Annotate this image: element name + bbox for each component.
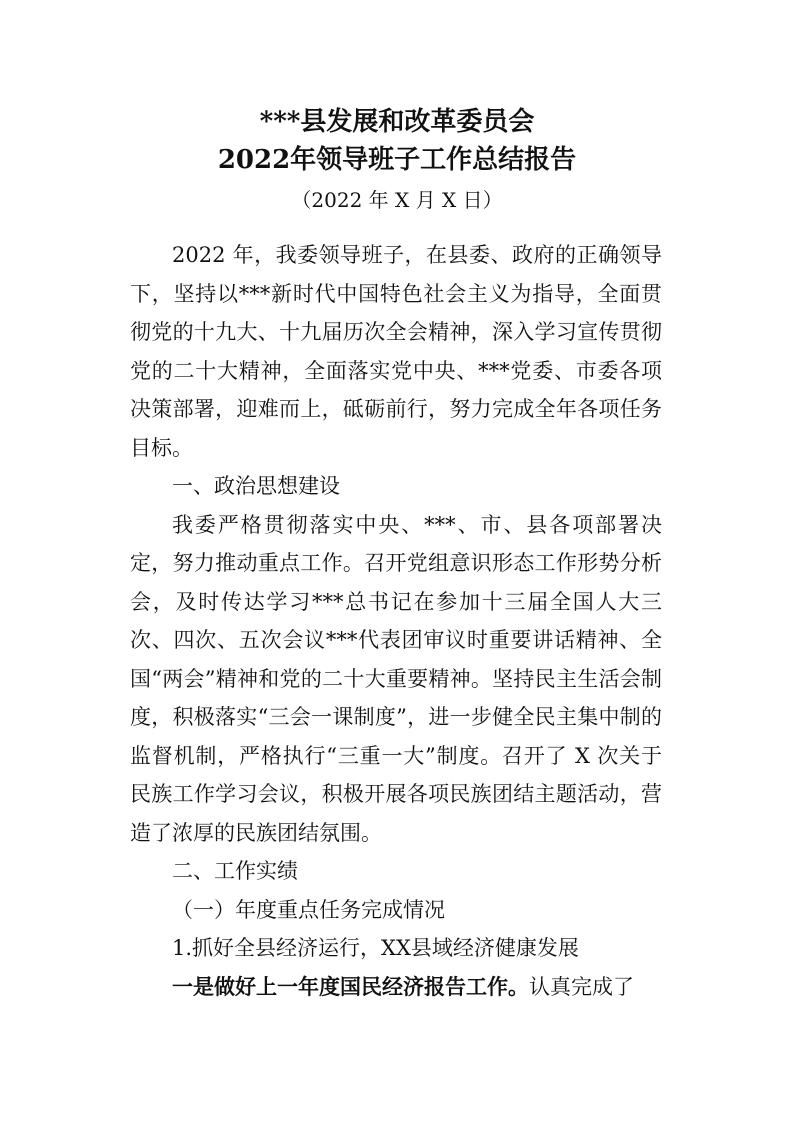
document-body bbox=[130, 236, 662, 1006]
section1-heading: 一、政治思想建设 bbox=[172, 474, 340, 498]
lead-bold-text: 一是做好上一年度国民经济报告工作。 bbox=[172, 974, 529, 999]
document-title-line1: ***县发展和改革委员会 bbox=[259, 107, 535, 137]
section2-lead-paragraph bbox=[130, 968, 662, 1007]
lead-rest-text: 认真完成了 bbox=[529, 974, 634, 999]
section2-item1: 1.抓好全县经济运行，XX县域经济健康发展 bbox=[172, 936, 579, 960]
section1-paragraph: 我委严格贯彻落实中央、***、市、县各项部署决定，努力推动重点工作。召开党组意识形态工作形势分析会，及时传达学习***总书记在参加十三届全国人大三次、四次、五次会议***代表团审议时重要讲话精神、全国“两会”精神和党的二十大重要精神。坚持民主生活会制度，积极落实“三会一课制度”，进一步健全民主集中制的监督机制，严格执行“三重一大”制度。召开了 X 次关于民族工作学习会议，积极开展各项民族团结主题活动，营造了浓厚的民族团结氛围。 bbox=[130, 512, 662, 845]
document-date: （2022 年 X 月 X 日） bbox=[291, 188, 503, 212]
section2-heading: 二、工作实绩 bbox=[172, 859, 298, 883]
intro-paragraph: 2022 年，我委领导班子，在县委、政府的正确领导下，坚持以***新时代中国特色社会主义为指导，全面贯彻党的十九大、十九届历次全会精神，深入学习宣传贯彻党的二十大精神，全面落实党中央、***党委、市委各项决策部署，迎难而上，砥砺前行，努力完成全年各项任务目标。 bbox=[130, 243, 662, 460]
document-title-line2: 2022年领导班子工作总结报告 bbox=[217, 145, 577, 175]
section2-subheading: （一）年度重点任务完成情况 bbox=[172, 897, 445, 922]
